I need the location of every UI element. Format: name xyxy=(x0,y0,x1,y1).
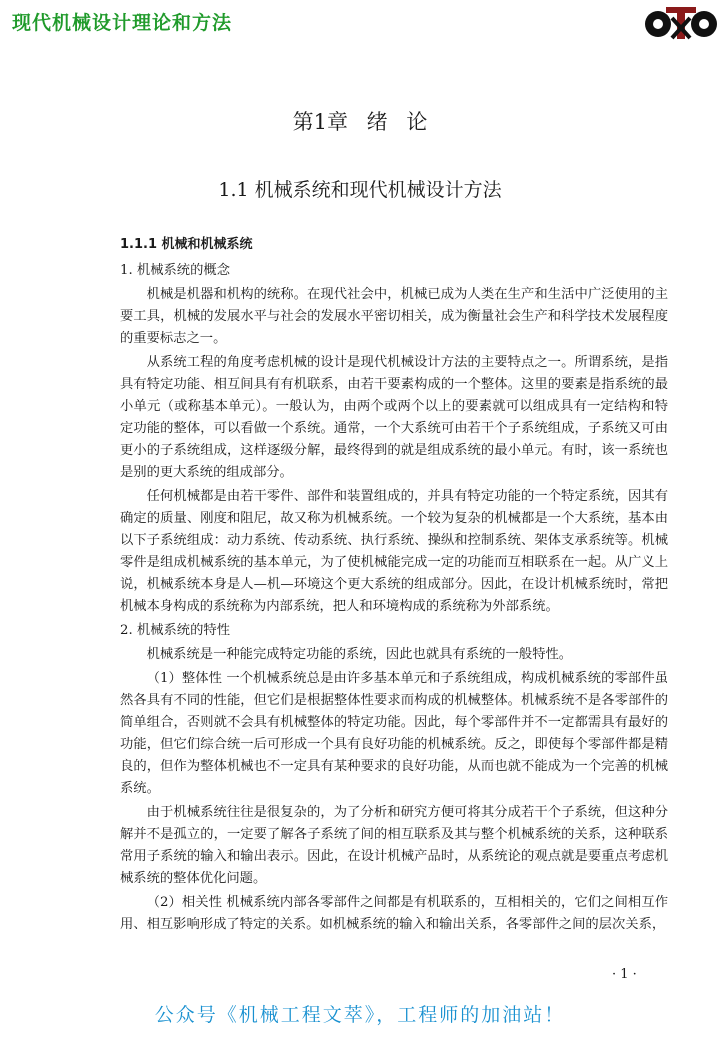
section-title: 1.1 机械系统和现代机械设计方法 xyxy=(218,179,502,201)
footer-banner: 公众号《机械工程文萃》，工程师的加油站！ xyxy=(154,1004,566,1026)
heading-system-concept: 1. 机械系统的概念 xyxy=(120,263,230,278)
body-text xyxy=(120,258,668,938)
publisher-logo xyxy=(644,4,718,42)
subsection-title: 1.1.1 机械和机械系统 xyxy=(120,237,253,252)
chapter-title: 第1章 绪 论 xyxy=(292,110,428,134)
paragraph: 从系统工程的角度考虑机械的设计是现代机械设计方法的主要特点之一。所谓系统，是指具有特定功能、相互间具有有机联系，由若干要素构成的一个整体。这里的要素是指系统的最小单元（或称基本单元）。一般认为，由两个或两个以上的要素就可以组成具有一定结构和特定功能的整体，可以看做一个系统。通常，一个大系统可由若干个子系统组成，子系统又可由更小的子系统组成，这样逐级分解，最终得到的就是组成系统的最小单元。有时，该一系统也是别的更大系统的组成部分。 xyxy=(120,355,668,480)
paragraph: 机械系统是一种能完成特定功能的系统，因此也就具有系统的一般特性。 xyxy=(146,647,573,662)
paragraph: 机械是机器和机构的统称。在现代社会中，机械已成为人类在生产和生活中广泛使用的主要工具，机械的发展水平与社会的发展水平密切相关，成为衡量社会生产和科学技术发展程度的重要标志之一。 xyxy=(120,287,668,346)
paragraph: （2）相关性 机械系统内部各零部件之间都是有机联系的，互相相关的，它们之间相互作用、相互影响形成了特定的关系。如机械系统的输入和输出关系，各零部件之间的层次关系， xyxy=(120,895,668,932)
heading-system-characteristics: 2. 机械系统的特性 xyxy=(120,623,230,638)
page-number: · 1 · xyxy=(612,967,637,982)
paragraph: 由于机械系统往往是很复杂的，为了分析和研究方便可将其分成若干个子系统，但这种分解并不是孤立的，一定要了解各子系统了间的相互联系及其与整个机械系统的关系，这种联系常用子系统的输入和输出表示。因此，在设计机械产品时，从系统论的观点就是要重点考虑机械系统的整体优化问题。 xyxy=(120,805,668,886)
paragraph: 任何机械都是由若干零件、部件和装置组成的，并具有特定功能的一个特定系统，因其有确定的质量、刚度和阻尼，故又称为机械系统。一个较为复杂的机械都是一个大系统，基本由以下子系统组成：动力系统、传动系统、执行系统、操纵和控制系统、架体支承系统等。机械零件是组成机械系统的基本单元，为了使机械能完成一定的功能而互相联系在一起。从广义上说，机械系统本身是人—机—环境这个更大系统的组成部分。因此，在设计机械系统时，常把机械本身构成的系统称为内部系统，把人和环境构成的系统称为外部系统。 xyxy=(120,489,668,614)
header-title: 现代机械设计理论和方法 xyxy=(12,12,233,34)
paragraph: （1）整体性 一个机械系统总是由许多基本单元和子系统组成，构成机械系统的零部件虽然各具有不同的性能，但它们是根据整体性要求而构成的机械整体。机械系统不是各零部件的简单组合，否则就不会具有机械整体的特定功能。因此，每个零部件并不一定都需具有最好的功能，但它们综合统一后可形成一个具有良好功能的机械系统。反之，即使每个零部件都是精良的，但作为整体机械也不一定具有某种要求的良好功能，从而也就不能成为一个完善的机械系统。 xyxy=(120,671,668,796)
